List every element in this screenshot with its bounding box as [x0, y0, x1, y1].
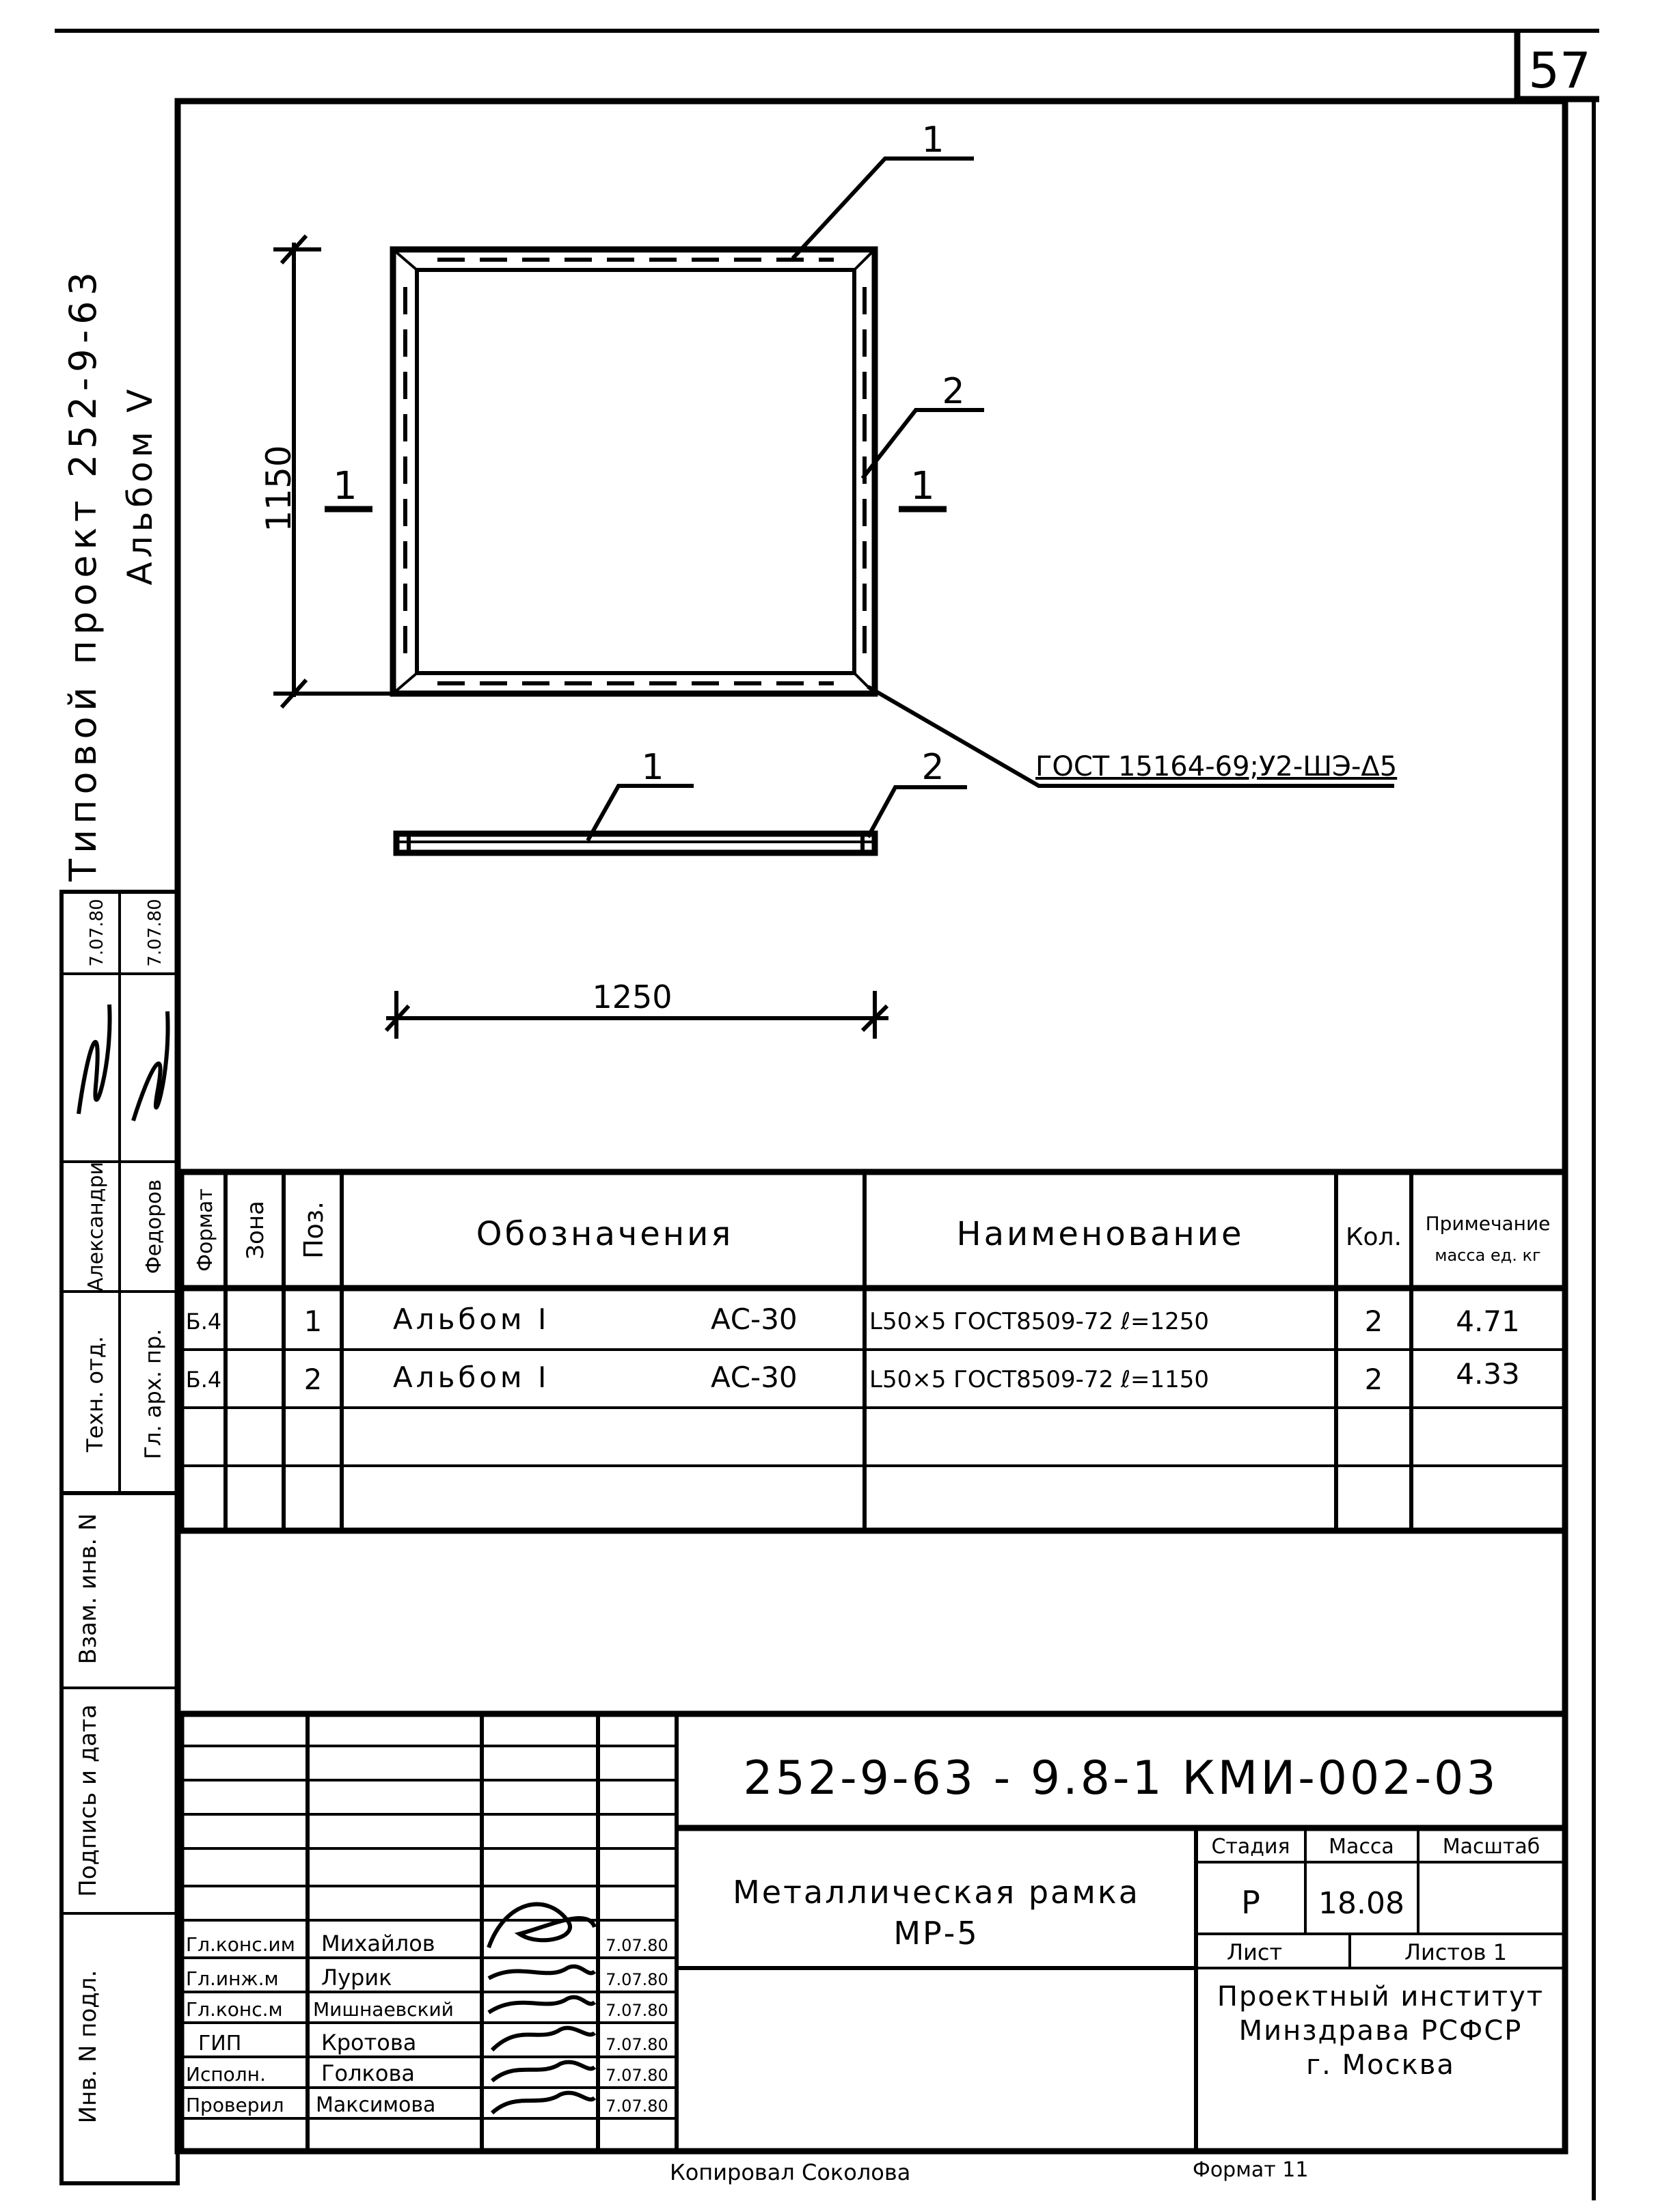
- row1-name: L50×5 ГОСТ8509-72 ℓ=1250: [869, 1308, 1210, 1335]
- sig-date-4: 7.07.80: [606, 2035, 668, 2054]
- signature-scribble-3: [489, 1997, 595, 2012]
- sig-role-6: Проверил: [186, 2094, 284, 2116]
- row1-designation: Альбом I: [393, 1302, 550, 1336]
- row2-qty: 2: [1364, 1363, 1383, 1396]
- mass-value: 18.08: [1318, 1886, 1404, 1921]
- sig-date-5: 7.07.80: [606, 2066, 668, 2085]
- signature-scribble-2: [489, 1967, 595, 1978]
- approval-date-2: 7.07.80: [145, 899, 165, 967]
- approval-role-1: Техн. отд.: [82, 1336, 108, 1452]
- sig-date-6: 7.07.80: [606, 2097, 668, 2116]
- row1-code: АС-30: [711, 1302, 798, 1336]
- header-zone: Зона: [242, 1201, 269, 1259]
- row2-format: Б.4: [185, 1367, 222, 1393]
- dim-height-label: 1150: [259, 445, 299, 532]
- leader-pos1-top: [793, 159, 974, 258]
- sig-role-3: Гл.конс.м: [186, 1998, 283, 2021]
- approval-role-2: Гл. арх. пр.: [140, 1328, 166, 1460]
- signature-scribble-1: [489, 1904, 595, 1948]
- sig-name-5: Голкова: [321, 2060, 415, 2086]
- row1-format: Б.4: [185, 1309, 222, 1335]
- frame-outer-contour: [393, 249, 875, 694]
- sig-name-3: Мишнаевский: [313, 1998, 454, 2021]
- label-sign-date: Подпись и дата: [74, 1704, 102, 1897]
- binding-strip: [62, 1493, 178, 2183]
- header-format: Формат: [193, 1188, 217, 1272]
- header-pos: Поз.: [299, 1201, 329, 1259]
- sig-name-4: Кротова: [321, 2030, 417, 2056]
- signature-scribble-4: [492, 2028, 595, 2050]
- pos2-right-label: 2: [942, 371, 965, 412]
- header-note-mass: масса ед. кг: [1435, 1246, 1541, 1265]
- sig-role-5: Исполн.: [186, 2063, 266, 2086]
- copied-by: Копировал Соколова: [670, 2159, 911, 2185]
- mass-label: Масса: [1329, 1835, 1394, 1859]
- approval-signature-2: [133, 1011, 168, 1121]
- signature-scribble-5: [492, 2062, 595, 2081]
- org-line-1: Проектный институт: [1217, 1981, 1545, 2012]
- side-title: [62, 267, 105, 882]
- sig-name-6: Максимова: [316, 2093, 436, 2117]
- sig-date-1: 7.07.80: [606, 1936, 668, 1955]
- title-block: [181, 1714, 1565, 2151]
- pos1-left-label: 1: [333, 464, 357, 508]
- approval-signature-1: [79, 1005, 110, 1114]
- stage-value: Р: [1241, 1884, 1260, 1921]
- pos1-right-label: 1: [910, 464, 935, 508]
- sheets-label: Листов 1: [1404, 1939, 1508, 1965]
- row1-note: 4.71: [1456, 1305, 1520, 1338]
- row1-pos: 1: [303, 1305, 323, 1338]
- side-title-line1: Типовой проект 252-9-63: [62, 267, 105, 882]
- approval-name-2: Федоров: [142, 1179, 166, 1274]
- sig-date-3: 7.07.80: [606, 2001, 668, 2020]
- spec-table: [181, 1172, 1565, 1531]
- row2-name: L50×5 ГОСТ8509-72 ℓ=1150: [869, 1366, 1210, 1393]
- org-line-3: г. Москва: [1306, 2049, 1455, 2081]
- label-vzam-inv: Взам. инв. N: [74, 1513, 102, 1665]
- pos1-bottom-label: 1: [641, 747, 664, 788]
- sig-role-4: ГИП: [198, 2032, 242, 2056]
- org-line-2: Минздрава РСФСР: [1238, 2015, 1523, 2047]
- row2-code: АС-30: [711, 1361, 798, 1394]
- sig-name-2: Лурик: [321, 1965, 392, 1991]
- side-subtitle: [120, 385, 160, 586]
- approvals-stamp: [62, 892, 178, 1493]
- sheet-number: 57: [1528, 42, 1591, 99]
- side-title-line2: Альбом V: [120, 385, 160, 586]
- drawing-title: Металлическая рамка: [733, 1874, 1140, 1911]
- sig-role-2: Гл.инж.м: [186, 1967, 279, 1990]
- pos1-top-label: 1: [921, 120, 945, 161]
- dim-width-label: 1250: [592, 979, 673, 1015]
- weld-note: ГОСТ 15164-69;У2-ШЭ-Δ5: [1035, 751, 1398, 782]
- row2-pos: 2: [303, 1363, 323, 1396]
- frame-inner-contour: [417, 270, 854, 673]
- header-note: Примечание: [1425, 1212, 1551, 1235]
- row1-qty: 2: [1364, 1305, 1383, 1338]
- pos2-bottom-label: 2: [921, 747, 945, 788]
- header-qty: Кол.: [1345, 1223, 1402, 1251]
- footer-format: Формат 11: [1193, 2158, 1309, 2182]
- doc-code: 252-9-63 - 9.8-1 КМИ-002-03: [743, 1751, 1499, 1805]
- row2-note: 4.33: [1456, 1357, 1520, 1391]
- drawing-title-mark: МР-5: [893, 1915, 979, 1952]
- scale-label: Масштаб: [1442, 1835, 1540, 1859]
- header-designation: Обозначения: [476, 1215, 734, 1253]
- stage-label: Стадия: [1211, 1835, 1290, 1859]
- sig-date-2: 7.07.80: [606, 1970, 668, 1989]
- sheet-label: Лист: [1227, 1939, 1283, 1965]
- header-name: Наименование: [956, 1215, 1245, 1253]
- row2-designation: Альбом I: [393, 1361, 550, 1394]
- leader-pos2-bottom: [868, 787, 967, 837]
- label-inv-orig: Инв. N подл.: [74, 1969, 102, 2124]
- signature-scribble-6: [492, 2093, 595, 2113]
- sig-name-1: Михайлов: [321, 1930, 435, 1956]
- approval-date-1: 7.07.80: [87, 899, 107, 967]
- frame-drawing: [259, 120, 1397, 1039]
- approval-name-1: Александри: [84, 1161, 108, 1292]
- sig-role-1: Гл.конс.им: [186, 1933, 295, 1956]
